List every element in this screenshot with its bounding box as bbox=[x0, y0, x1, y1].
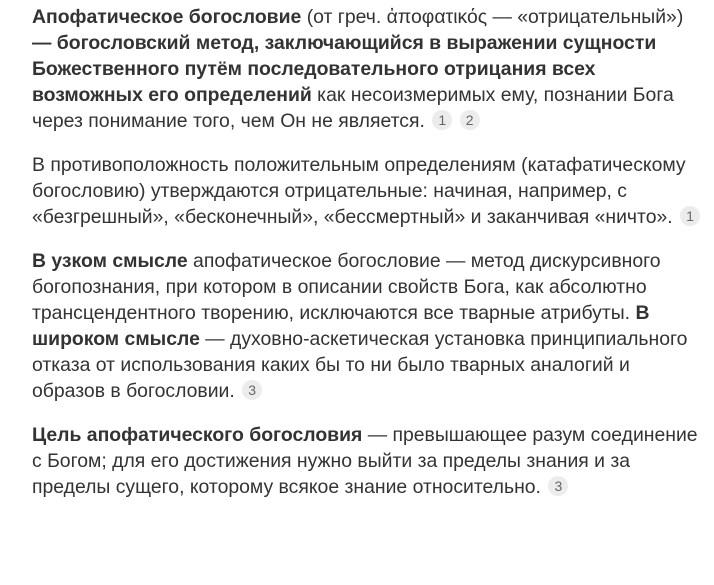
goal-label: Цель апофатического богословия bbox=[32, 424, 363, 446]
wide-sense-label: В широком смысле bbox=[32, 302, 650, 350]
etymology-text: (от греч. ἀποφατικός — «отрицательный») bbox=[301, 6, 684, 28]
goal-text: — превышающее разум соединение с Богом; для его достижения нужно выйти за пределы знания и за пределы сущего, которому всякое знание относительно. bbox=[32, 424, 698, 498]
narrow-sense-label: В узком смысле bbox=[32, 250, 188, 272]
negations-text: В противоположность положительным определениям (катафатическому богословию) утверждаются отрицательные: начиная, например, с «безгрешный», «бесконечный», «бессмертный» и заканчивая «ничто». bbox=[32, 154, 686, 228]
reference-badge[interactable]: 3 bbox=[548, 476, 568, 496]
reference-badge[interactable]: 1 bbox=[432, 110, 452, 130]
definition-text: — богословский метод, заключающийся в выражении сущности Божественного путём последовательного отрицания всех возможных его определений bbox=[32, 32, 657, 106]
reference-badge[interactable]: 3 bbox=[242, 380, 262, 400]
term-apophatic-theology: Апофатическое богословие bbox=[32, 6, 302, 28]
narrow-sense-text: апофатическое богословие — метод дискурсивного богопознания, при котором в описании свойств Бога, как абсолютно трансцендентного творению, исключаются все тварные атрибуты. bbox=[32, 250, 661, 324]
paragraph-negations bbox=[32, 152, 702, 230]
paragraph-goal bbox=[32, 422, 702, 500]
definition-rest-text: как несоизмеримых ему, познании Бога через понимание того, чем Он не является. bbox=[32, 84, 674, 132]
reference-badge[interactable]: 2 bbox=[460, 110, 480, 130]
reference-badge[interactable]: 1 bbox=[680, 206, 700, 226]
paragraph-definition bbox=[32, 4, 702, 134]
article-content bbox=[32, 4, 702, 518]
paragraph-senses bbox=[32, 248, 702, 404]
wide-sense-text: — духовно-аскетическая установка принципиального отказа от использования каких бы то ни было тварных аналогий и образов в богословии. bbox=[32, 328, 688, 402]
